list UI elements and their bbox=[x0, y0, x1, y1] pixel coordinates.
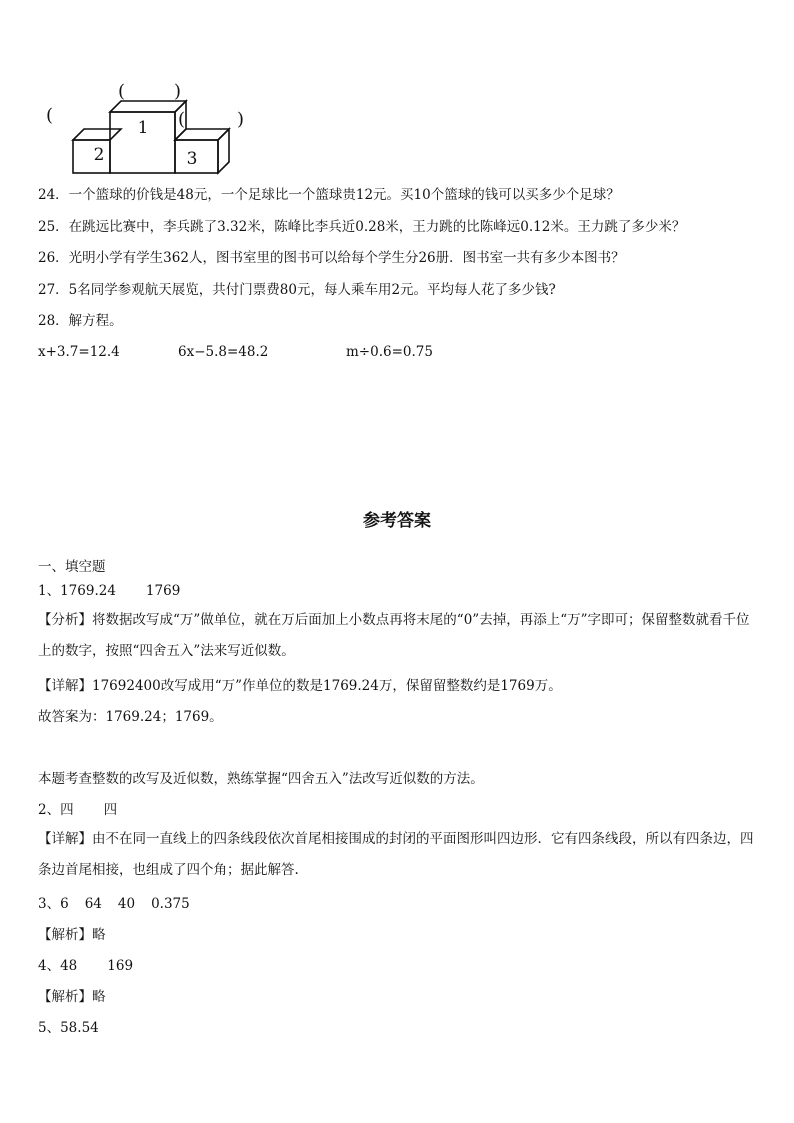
answer-5 bbox=[38, 1019, 99, 1037]
bracket-close-right: ) bbox=[237, 109, 245, 130]
answer-2 bbox=[38, 801, 117, 819]
podium-label-second: 2 bbox=[93, 145, 105, 165]
answer-4-value-1: 48 bbox=[60, 958, 78, 974]
answer-1-number: 1、 bbox=[38, 583, 61, 599]
answer-2-value-2: 四 bbox=[103, 802, 118, 818]
podium-figure bbox=[40, 78, 260, 180]
answer-3 bbox=[38, 895, 190, 913]
question-27: 27．5名同学参观航天展览，共付门票费80元，每人乘车用2元。平均每人花了多少钱? bbox=[38, 282, 556, 298]
answer-3-number: 3、 bbox=[38, 896, 61, 912]
answer-3-value-2: 64 bbox=[84, 896, 102, 912]
question-28: 28．解方程。 bbox=[38, 313, 123, 329]
answer-5-number: 5、 bbox=[38, 1020, 61, 1036]
answer-1-result: 故答案为：1769.24；1769。 bbox=[38, 709, 223, 725]
question-25: 25．在跳远比赛中，李兵跳了3.32米，陈峰比李兵近0.28米，王力跳的比陈峰远0.12米。王力跳了多少米？ bbox=[38, 219, 686, 235]
podium-label-third: 3 bbox=[186, 149, 198, 169]
equation-3: m÷0.6=0.75 bbox=[346, 344, 433, 360]
answer-4-value-2: 169 bbox=[107, 958, 134, 974]
answer-1-value-2: 1769 bbox=[145, 583, 181, 599]
answer-3-value-3: 40 bbox=[117, 896, 136, 912]
answer-3-value-1: 6 bbox=[60, 896, 69, 912]
answer-1 bbox=[38, 582, 180, 600]
equation-1: x+3.7=12.4 bbox=[38, 344, 120, 360]
answer-3-analysis: 【解析】略 bbox=[38, 927, 106, 943]
answer-1-detail: 【详解】17692400改写成用“万”作单位的数是1769.24万，保留留整数约是1769万。 bbox=[38, 678, 562, 694]
answers-title: 参考答案 bbox=[363, 511, 431, 531]
bracket-open-top: ( bbox=[118, 81, 126, 102]
answer-4-number: 4、 bbox=[38, 958, 61, 974]
answer-1-analysis: 【分析】将数据改写成“万”做单位，就在万后面加上小数点再将末尾的“0”去掉，再添上“万”字即可；保留整数就看千位上的数字，按照“四舍五入”法来写近似数。 bbox=[38, 612, 750, 659]
podium-label-first: 1 bbox=[137, 118, 149, 138]
section-heading: 一、填空题 bbox=[38, 559, 106, 575]
answer-4-analysis: 【解析】略 bbox=[38, 989, 106, 1005]
bracket-open-right: ( bbox=[178, 109, 186, 130]
answer-3-value-4: 0.375 bbox=[151, 896, 190, 912]
question-26: 26．光明小学有学生362人，图书室里的图书可以给每个学生分26册．图书室一共有多少本图书？ bbox=[38, 250, 625, 266]
bracket-open-left: ( bbox=[46, 105, 54, 126]
answer-2-number: 2、 bbox=[38, 802, 61, 818]
answer-1-comment: 本题考查整数的改写及近似数，熟练掌握“四舍五入”法改写近似数的方法。 bbox=[38, 771, 484, 787]
answer-4 bbox=[38, 957, 133, 975]
answer-1-value-1: 1769.24 bbox=[60, 583, 116, 599]
question-24: 24．一个篮球的价钱是48元，一个足球比一个篮球贵12元。买10个篮球的钱可以买多少个足球？ bbox=[38, 187, 620, 203]
podium-diagram bbox=[40, 78, 260, 180]
equation-2: 6x−5.8=48.2 bbox=[178, 344, 269, 360]
answer-2-value-1: 四 bbox=[60, 802, 74, 818]
bracket-close-top: ) bbox=[174, 81, 182, 102]
answer-5-value-1: 58.54 bbox=[60, 1020, 99, 1036]
answer-2-detail: 【详解】由不在同一直线上的四条线段依次首尾相接围成的封闭的平面图形叫四边形．它有四条线段，所以有四条边，四条边首尾相接，也组成了四个角；据此解答. bbox=[38, 831, 754, 878]
